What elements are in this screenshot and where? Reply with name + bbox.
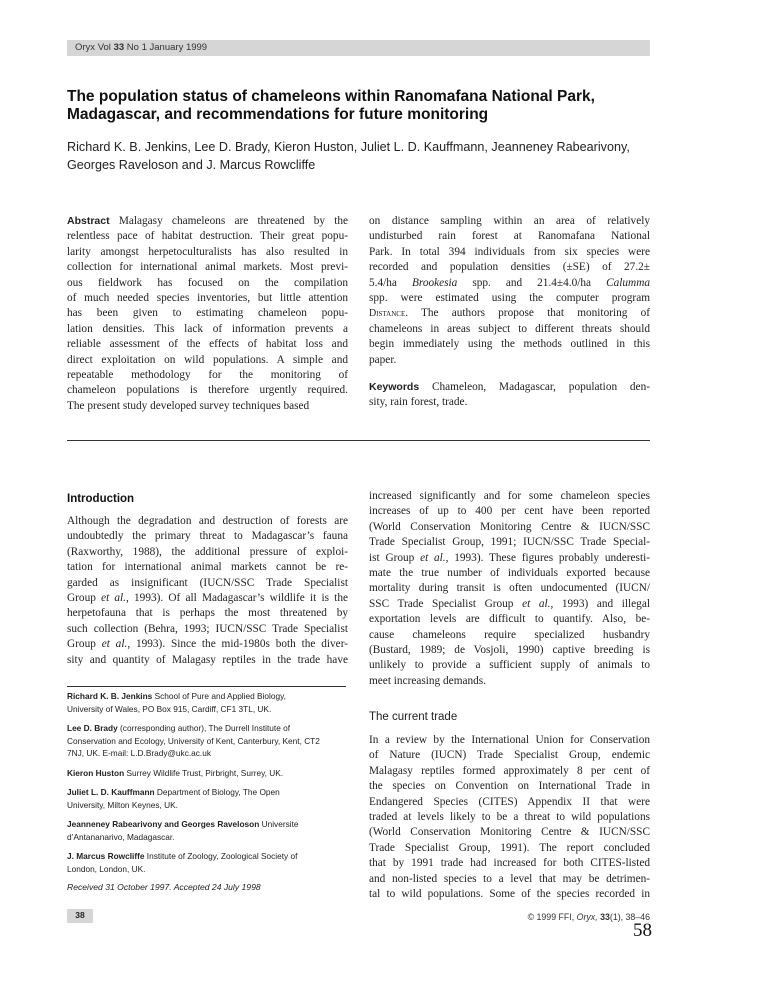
page-number-box (67, 909, 93, 923)
abstract-line: larity amongst herpetoculturalists has also resulted in (67, 245, 348, 258)
trade-line: of Nature (IUCN) Trade Specialist Group, endemic (369, 749, 650, 762)
trade-line: the species on Convention on International Trade in (369, 780, 650, 793)
continuation-line: increased significantly and for some chameleon species (369, 490, 650, 502)
continuation-line: ist Group et al., 1993). These figures probably underesti- (369, 551, 650, 564)
continuation-line: (World Conservation Monitoring Centre & IUCN/SSC (369, 520, 650, 533)
keywords (369, 380, 650, 411)
abstract-line: begin immediately using the methods outlined in this (369, 338, 650, 351)
abstract-line: reliable assessment of the effects of habitat loss and (67, 338, 348, 351)
abstract-line: 5.4/ha Brookesia spp. and 21.4±4.0/ha Calumma (369, 276, 650, 289)
abstract-line: repeatable methodology for the monitoring of (67, 368, 348, 381)
keywords-line: sity, rain forest, trade. (369, 396, 468, 409)
abstract-line: chameleon populations is therefore urgently required. (67, 384, 348, 397)
abstract-line: direct exploitation on wild populations. A simple and (67, 353, 348, 366)
authors-line: Georges Raveloson and J. Marcus Rowcliffe (67, 158, 316, 172)
title-line: Madagascar, and recommendations for future monitoring (67, 106, 489, 123)
intro-line: undoubtedly the primary threat to Madagascar’s fauna (67, 530, 348, 543)
abstract-line: collection for international animal markets. Most previ- (67, 261, 348, 274)
affiliation-divider (67, 686, 346, 687)
intro-line: tation for international animal markets cannot be re- (67, 561, 348, 574)
trade-line: traded at levels likely to be a threat to wild populations (369, 810, 650, 823)
received-date: Received 31 October 1997. Accepted 24 July 1998 (67, 882, 261, 892)
trade-line: that by 1991 trade had increased for both CITES-listed (369, 857, 650, 870)
introduction-body (67, 514, 348, 668)
running-header (67, 40, 650, 56)
authors-line: Richard K. B. Jenkins, Lee D. Brady, Kieron Huston, Juliet L. D. Kauffmann, Jeanneney Rabearivony, (67, 140, 630, 154)
continuation-line: (Bustard, 1989; de Vosjoli, 1990) captive breeding is (369, 643, 650, 656)
affiliation-entry: Juliet L. D. Kauffmann Department of Biology, The Open University, Milton Keynes, UK. (67, 787, 280, 810)
affiliation-entry: Lee D. Brady (corresponding author), The Durrell Institute of Conservation and Ecology, University of Kent, Canterbury, Kent, CT2 7NJ, UK. E-mail: L.D.Brady@ukc.ac.uk (67, 723, 320, 758)
intro-line: Group et al., 1993). Of all Madagascar’s wildlife it is the (67, 591, 348, 604)
abstract-label: Abstract (67, 215, 110, 227)
abstract-line: Malagasy chameleons are threatened by the (118, 215, 348, 227)
continuation-line: unlikely to provide a sufficient supply of animals to (369, 659, 650, 672)
footer-citation: © 1999 FFI, Oryx, 33(1), 38–46 (527, 912, 650, 922)
abstract-line: Park. In total 394 individuals from six species were (369, 245, 650, 258)
trade-line: Endangered Species (CITES) Appendix II that were (369, 795, 650, 808)
abstract-line: chameleons in areas subject to different threats should (369, 322, 650, 335)
article-title (67, 88, 667, 124)
keywords-line: Chameleon, Madagascar, population den- (431, 381, 650, 393)
abstract-right-column (369, 214, 650, 368)
handwritten-page-stamp: 58 (633, 920, 652, 941)
trade-line: Malagasy reptiles formed approximately 8 per cent of (369, 764, 650, 777)
continuation-line: increases of up to 400 per cent have been reported (369, 505, 650, 518)
abstract-line: relentless pace of habitat destruction. Their great popu- (67, 230, 348, 243)
abstract-line: has been given to estimating chameleon popu- (67, 307, 348, 320)
abstract-line: spp. were estimated using the computer program (369, 291, 650, 304)
trade-line: In a review by the International Union for Conservation (369, 734, 650, 746)
continuation-line: mate the true number of individuals exported because (369, 566, 650, 579)
affiliations (67, 690, 357, 882)
keywords-label: Keywords (369, 381, 420, 393)
continuation-line: SSC Trade Specialist Group et al., 1993) and illegal (369, 597, 650, 610)
current-trade-body (369, 733, 650, 902)
author-list (67, 138, 667, 174)
continuation-line: Trade Specialist Group, 1991; IUCN/SSC Trade Special- (369, 536, 650, 549)
abstract-left-column (67, 214, 348, 414)
intro-line: herpetofauna that is perhaps the most threatened by (67, 607, 348, 620)
intro-line: sity and quantity of Malagasy reptiles in the trade have (67, 653, 348, 666)
continuation-line: mortality during transit is often undocumented (IUCN/ (369, 582, 650, 595)
abstract-line: lation densities. This lack of information prevents a (67, 322, 348, 335)
continuation-line: cause chameleons require specialized husbandry (369, 628, 650, 641)
abstract-line: The present study developed survey techniques based (67, 399, 310, 412)
affiliation-entry: Kieron Huston Surrey Wildlife Trust, Pirbright, Surrey, UK. (67, 767, 284, 778)
trade-line: tal to wild populations. Some of the species recorded in (369, 887, 650, 900)
abstract-line: undisturbed rain forest at Ranomafana National (369, 230, 650, 243)
abstract-line: of much needed species inventories, but little attention (67, 291, 348, 304)
continuation-line: exportation levels are difficult to quantify. Also, be- (369, 613, 650, 626)
intro-line: (Raxworthy, 1988), the additional pressure of exploi- (67, 545, 348, 558)
introduction-heading: Introduction (67, 493, 135, 505)
intro-line: such collection (Behra, 1993; IUCN/SSC Trade Specialist (67, 622, 348, 635)
trade-line: and non-listed species to a level that may be detrimen- (369, 872, 650, 885)
introduction-continuation (369, 489, 650, 689)
running-header-text: Oryx Vol 33 No 1 January 1999 (75, 42, 208, 53)
continuation-line: meet increasing demands. (369, 674, 487, 687)
abstract-line: Distance. The authors propose that monitoring of (369, 307, 650, 320)
section-divider (67, 440, 650, 441)
intro-line: Although the degradation and destruction of forests are (67, 515, 348, 527)
affiliation-entry: Jeanneney Rabearivony and Georges Raveloson Universite d’Antananarivo, Madagascar. (67, 819, 299, 842)
abstract-line: on distance sampling within an area of relatively (369, 215, 650, 227)
abstract-line: ous fieldwork has focused on the compilation (67, 276, 348, 289)
affiliation-entry: Richard K. B. Jenkins School of Pure and Applied Biology, University of Wales, PO Box 915, Cardiff, CF1 3TL, UK. (67, 691, 286, 714)
trade-line: Trade Specialist Group, 1991). The report concluded (369, 841, 650, 854)
page-number: 38 (75, 910, 85, 920)
abstract-line: recorded and population densities (±SE) of 27.2± (369, 261, 650, 274)
intro-line: garded as insignificant (IUCN/SSC Trade Specialist (67, 576, 348, 589)
abstract-line: paper. (369, 353, 397, 366)
affiliation-entry: J. Marcus Rowcliffe Institute of Zoology, Zoological Society of London, London, UK. (67, 851, 298, 874)
title-line: The population status of chameleons within Ranomafana National Park, (67, 88, 595, 105)
trade-line: (World Conservation Monitoring Centre & IUCN/SSC (369, 826, 650, 839)
intro-line: Group et al., 1993). Since the mid-1980s both the diver- (67, 638, 348, 651)
current-trade-heading: The current trade (369, 711, 458, 723)
